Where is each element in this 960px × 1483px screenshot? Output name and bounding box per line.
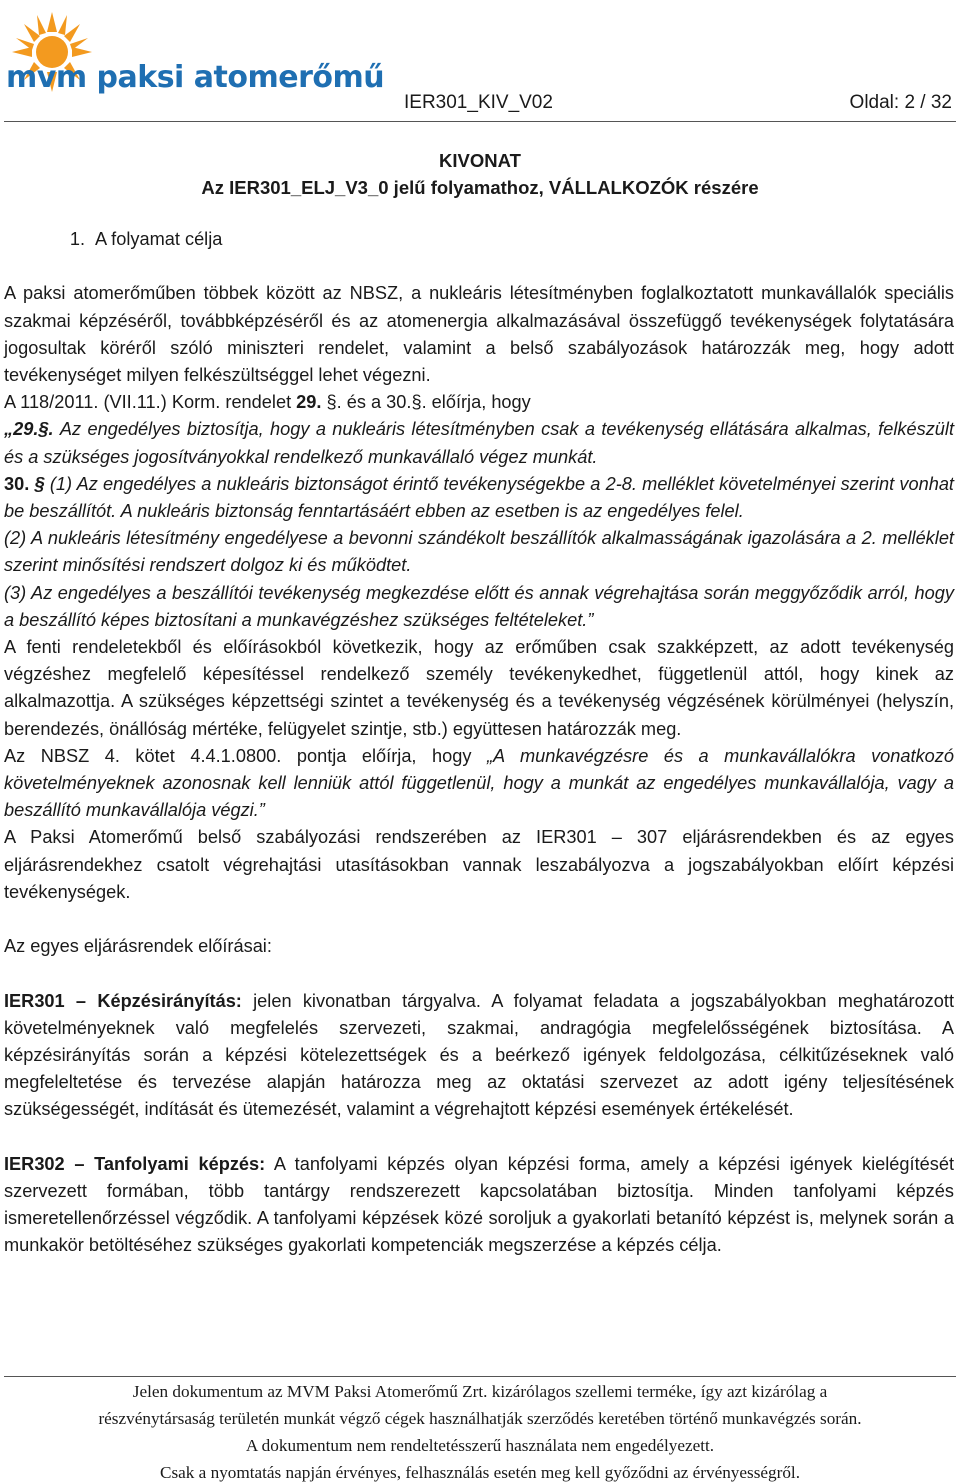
paragraph-ier301: IER301 – Képzésirányítás: jelen kivonatban tárgyalva. A folyamat feladata a jogszabályokban meghatározott követelményeknek való megfelelés szervezeti, szakmai, andragógia megfelelősségének biztosítása. A képzésirányítás során a képzési kötelezettségek és a beérkező igények feldolgozása, célkitűzéseknek való megfeleltetése és tervezése alapján határozza meg az oktatási szervezet az adott igény teljesítésének szükségességét, indítását és ütemezését, valamint a végrehajtott képzési események értékelését. (4, 990, 954, 1120)
section-title: A folyamat célja (95, 229, 223, 249)
ier301-label: IER301 – Képzésirányítás: (4, 990, 242, 1011)
company-logo (4, 8, 385, 100)
paragraph-regulatory-system: A Paksi Atomerőmű belső szabályozási rendszerében az IER301 – 307 eljárásrendekben és az egyes eljárásrendekhez csatolt végrehajtási utasításokban vannak leszabályozva a jogszabályokban előírt képzési tevékenységek. (4, 827, 954, 902)
paragraph-intro: A paksi atomerőműben többek között az NBSZ, a nukleáris létesítményben foglalkoztatott munkavállalók speciális szakmai képzéséről, továbbképzéséről és az atomenergia alkalmazásával összefüggő tevékenységek folytatására jogosultak köréről szóló miniszteri rendelet, valamint a belső szabályozások határozzák meg, hogy adott tevékenységet milyen felkészültséggel lehet végezni. (4, 283, 954, 385)
footer-line-4: Csak a nyomtatás napján érvényes, felhasználás esetén meg kell győződni az érvényességről. (160, 1463, 800, 1482)
page-number: Oldal: 2 / 32 (849, 92, 952, 113)
quote-30-2: (2) A nukleáris létesítmény engedélyese a bevonni szándékolt beszállítók alkalmasságának igazolására a 2. melléklet szerint minősítési rendszert dolgoz ki és működtet. (4, 528, 954, 576)
document-title (0, 147, 960, 201)
quote-30-1: 30. § (1) Az engedélyes a nukleáris biztonságot érintő tevékenységekbe a 2-8. melléklet követelményei szerint vonhat be beszállítót. A nukleáris biztonság fenntartásáért ebben az esetben is az engedélyes felel. (4, 473, 954, 522)
document-body (4, 226, 954, 1260)
footer-line-3: A dokumentum nem rendeltetésszerű használata nem engedélyezett. (245, 1436, 715, 1455)
paragraph-regulation: A 118/2011. (VII.11.) Korm. rendelet 29. §. és a 30.§. előírja, hogy (4, 392, 531, 413)
footer-line-2: részvénytársaság területén munkát végző cégek használhatják szerződés keretében történő munkavégzés során. (98, 1409, 862, 1428)
section-heading (0, 226, 954, 253)
paragraph-nbsz: Az NBSZ 4. kötet 4.4.1.0800. pontja előírja, hogy „A munkavégzésre és a munkavállalókra vonatkozó követelményeknek azonosnak kell lenniük attól függetlenül, hogy a munkát az engedélyes munkavállalója, vagy a beszállító munkavállalója végzi.” (4, 745, 954, 821)
footer-notice (0, 1378, 960, 1483)
paragraph-procedures-intro: Az egyes eljárásrendek előírásai: (4, 936, 272, 957)
paragraph-ier302: IER302 – Tanfolyami képzés: A tanfolyami képzés olyan képzési forma, amely a képzési igények kielégítését szervezett formában, több tantárgy rendszerezett kapcsolatában biztosítja. Minden tanfolyami képzés ismeretellenőrzéssel végződik. A tanfolyami képzések közé soroljuk a gyakorlati betanító képzést is, melynek során a munkakör betöltéséhez szükséges gyakorlati kompetenciák megszerzése a képzés célja. (4, 1153, 954, 1256)
paragraph-consequence: A fenti rendeletekből és előírásokból következik, hogy az erőműben csak szakképzett, az adott tevékenység végzéshez megfelelő képesítéssel rendelkező személy tevékenykedhet, függetlenül attól, hogy kinek az alkalmazottja. A szükséges képzettségi szintet a tevékenység és a tevékenység végzésének körülményei (helyszín, berendezés, önállóság mértéke, felügyelet szintje, stb.) együttesen határozzák meg. (4, 637, 954, 739)
quote-29: „29.§. Az engedélyes biztosítja, hogy a nukleáris létesítményben csak a tevékenység ellátására alkalmas, felkészült és a szükséges jogosítványokkal rendelkező munkavállaló végez munkát. (4, 419, 954, 467)
header-divider (4, 121, 956, 122)
section-number: 1. (69, 229, 85, 249)
logo-wordmark: mvm paksi atomerőmű (6, 60, 385, 95)
ier302-label: IER302 – Tanfolyami képzés: (4, 1153, 266, 1174)
footer-line-1: Jelen dokumentum az MVM Paksi Atomerőmű Zrt. kizárólagos szellemi terméke, így azt kizárólag a (132, 1382, 828, 1401)
document-id: IER301_KIV_V02 (404, 92, 553, 113)
title-line-2: Az IER301_ELJ_V3_0 jelű folyamathoz, VÁLLALKOZÓK részére (201, 177, 759, 198)
footer-divider (4, 1376, 956, 1377)
quote-30-3: (3) Az engedélyes a beszállítói tevékenység megkezdése előtt és annak végrehajtása során meggyőződik arról, hogy a beszállító képes biztosítani a munkavégzéshez szükséges feltételeket.” (4, 582, 954, 630)
title-line-1: KIVONAT (439, 150, 521, 171)
